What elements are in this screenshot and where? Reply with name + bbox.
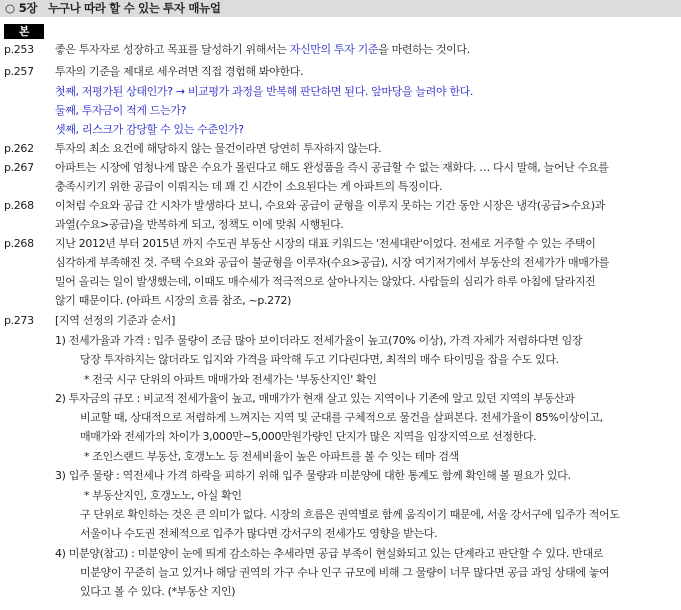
text-line: 구 단위로 확인하는 것은 큰 의미가 없다. 시장의 흐름은 권역별로 함께 움직이기 때문에, 서울 강서구에 입주가 적어도 xyxy=(80,508,620,521)
note-line: * 전국 시구 단위의 아파트 매매가와 전세가는 '부동산지인' 확인 xyxy=(84,373,377,386)
chapter-header xyxy=(0,0,681,17)
text-line: 셋째, 리스크가 감당할 수 있는 수준인가? xyxy=(55,123,244,136)
text-line: 당장 투자하지는 않더라도 입지와 가격을 파악해 두고 기다린다면, 최적의 매수 타이밍을 잡을 수도 있다. xyxy=(80,353,559,366)
text-line: 않기 때문이다. (아파트 시장의 흐름 참조, ~p.272) xyxy=(55,294,292,307)
page-reference: p.257 xyxy=(4,65,34,78)
text-line: 있다고 볼 수 있다. (*부동산 지인) xyxy=(80,585,236,598)
text-line: 이처럼 수요와 공급 간 시차가 발생하다 보니, 수요와 공급이 균형을 이루지 못하는 기간 동안 시장은 냉각(공급>수요)과 xyxy=(55,199,606,212)
body-badge: 본 xyxy=(4,24,44,39)
list-item: 2) 투자금의 규모 : 비교적 전세가율이 높고, 매매가가 현재 살고 있는 지역이나 기존에 알고 있던 지역의 부동산과 xyxy=(55,392,575,405)
text-line: 둘째, 투자금이 적게 드는가? xyxy=(55,104,187,117)
text-line: 첫째, 저평가된 상태인가? → 비교평가 과정을 반복해 판단하면 된다. 앞마당을 늘려야 한다. xyxy=(55,85,474,98)
list-item: 4) 미분양(참고) : 미분양이 눈에 띄게 감소하는 추세라면 공급 부족이 현실화되고 있는 단계라고 판단할 수 있다. 반대로 xyxy=(55,547,604,560)
chapter-number: 5장 xyxy=(18,1,38,15)
page-reference: p.268 xyxy=(4,237,34,250)
text-line: 매매가와 전세가의 차이가 3,000만~5,000만원가량인 단지가 많은 지역을 임장지역으로 선정한다. xyxy=(80,430,537,443)
page-reference: p.262 xyxy=(4,142,34,155)
list-item: 1) 전세가율과 가격 : 입주 물량이 조금 많아 보이더라도 전세가율이 높고(70% 이상), 가격 자체가 저렴하다면 임장 xyxy=(55,334,583,347)
page-reference: p.253 xyxy=(4,43,34,56)
text-line: 비교할 때, 상대적으로 저렴하게 느껴지는 지역 및 군대를 구체적으로 물건을 살펴본다. 전세가율이 85%이상이고, xyxy=(80,411,603,424)
text-line: 충족시키기 위한 공급이 이뤄지는 데 꽤 긴 시간이 소요된다는 게 아파트의 특징이다. xyxy=(55,180,443,193)
highlighted-phrase: 자신만의 투자 기준 xyxy=(289,43,379,56)
chapter-title: 누구나 따라 할 수 있는 투자 매뉴얼 xyxy=(48,1,221,15)
text-segment: 좋은 투자자로 성장하고 목표를 달성하기 위해서는 xyxy=(55,43,290,56)
text-line: 서울이나 수도권 전체적으로 입주가 많다면 강서구의 전세가도 영향을 받는다. xyxy=(80,527,438,540)
text-line: 투자의 기준을 제대로 세우려면 직접 경험해 봐야한다. xyxy=(55,65,304,78)
page-reference: p.273 xyxy=(4,314,34,327)
list-item: 3) 입주 물량 : 역전세나 가격 하락을 피하기 위해 입주 물량과 미분양에 대한 통계도 함께 확인해 볼 필요가 있다. xyxy=(55,469,571,482)
note-line: * 조인스랜드 부동산, 호갱노노 등 전세비율이 높은 아파트를 볼 수 잇는 테마 검색 xyxy=(84,450,459,463)
text-segment: 을 마련하는 것이다. xyxy=(378,43,470,56)
circle-icon: ○ xyxy=(5,1,15,15)
text-line: 과열(수요>공급)을 반복하게 되고, 정책도 이에 맞춰 시행된다. xyxy=(55,218,344,231)
page-reference: p.268 xyxy=(4,199,34,212)
page-reference: p.267 xyxy=(4,161,34,174)
text-line: 아파트는 시장에 엄청나게 많은 수요가 몰린다고 해도 완성품을 즉시 공급할 수 없는 재화다. … 다시 말해, 늘어난 수요를 xyxy=(55,161,609,174)
text-line: 지난 2012년 부터 2015년 까지 수도권 부동산 시장의 대표 키워드는 '전세대란'이었다. 전세로 거주할 수 있는 주택이 xyxy=(55,237,596,250)
text-line: 밀어 올리는 일이 발생했는데, 이때도 매수세가 적극적으로 살아나지는 않았다. 사람들의 심리가 하루 아침에 달라지진 xyxy=(55,275,596,288)
note-line: * 부동산지인, 호갱노노, 아실 확인 xyxy=(84,489,242,502)
text-line: 미분양이 꾸준히 늘고 있거나 해당 권역의 가구 수나 인구 규모에 비해 그 물량이 너무 많다면 공급 과잉 상태에 놓여 xyxy=(80,566,610,579)
text-line: 심각하게 부족해진 것. 주택 수요와 공급이 불균형을 이루자(수요>공급), 시장 여기저기에서 부동산의 전세가가 매매가를 xyxy=(55,256,610,269)
text-line xyxy=(55,42,470,58)
section-heading: [지역 선정의 기준과 순서] xyxy=(55,314,176,327)
text-line: 투자의 최소 요건에 해당하지 않는 물건이라면 당연히 투자하지 않는다. xyxy=(55,142,382,155)
